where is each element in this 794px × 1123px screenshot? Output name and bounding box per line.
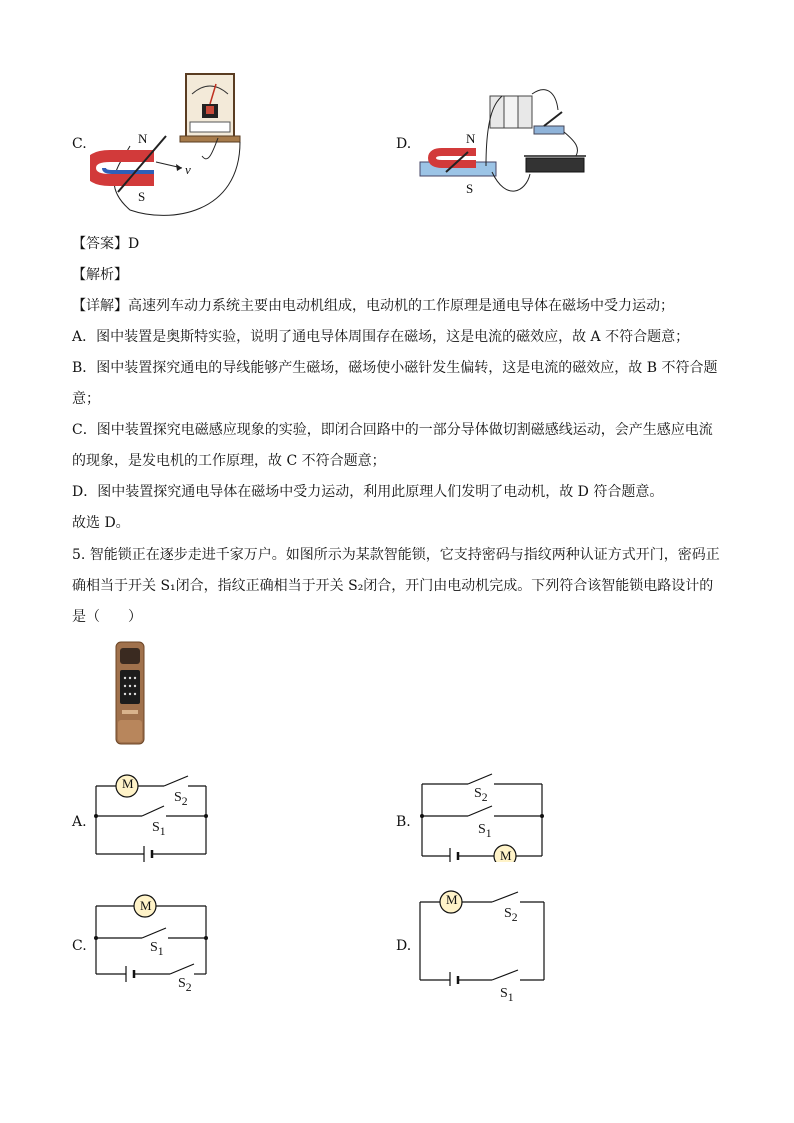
motor-label: M xyxy=(500,848,512,863)
question-stem-line: 5. 智能锁正在逐步走进千家万户。如图所示为某款智能锁，它支持密码与指纹两种认证方式开门，密码正 xyxy=(72,547,720,563)
figure-c-induction xyxy=(90,64,250,224)
circuit-a xyxy=(90,770,214,862)
circuit-b xyxy=(418,770,548,862)
switch-s2-label: $S_2$ xyxy=(178,976,192,994)
detail-line: B．图中装置探究通电的导线能够产生磁场，磁场使小磁针发生偏转，这是电流的磁效应，故 B 不符合题 xyxy=(72,360,718,376)
detail-line: D．图中装置探究通电导体在磁场中受力运动，利用此原理人们发明了电动机，故 D 符合题意。 xyxy=(72,484,664,500)
switch-s1-label: $S_1$ xyxy=(500,986,514,1004)
option-b-label: B. xyxy=(396,814,411,830)
circuit-c xyxy=(90,892,214,984)
switch-s1-label: $S_1$ xyxy=(150,940,164,958)
detail-line: 的现象，是发电机的工作原理，故 C 不符合题意； xyxy=(72,453,386,469)
question-stem-line: 确相当于开关 S₁闭合，指纹正确相当于开关 S₂闭合，开门由电动机完成。下列符合该智能锁电路设计的 xyxy=(72,578,714,594)
option-c-label: C. xyxy=(72,136,87,152)
pole-s-label-d: S xyxy=(466,181,474,196)
detail-line: C．图中装置探究电磁感应现象的实验，即闭合回路中的一部分导体做切割磁感线运动，会产生感应电流 xyxy=(72,422,713,438)
figure-d-motor-principle xyxy=(416,82,596,202)
option-d-label: D. xyxy=(396,136,412,152)
question-stem-line: 是（ ） xyxy=(72,609,142,625)
switch-s2-label: $S_2$ xyxy=(474,786,488,804)
galvanometer-icon xyxy=(180,74,240,142)
detail-line: 故选 D。 xyxy=(72,515,130,531)
detail-line: A．图中装置是奥斯特实验，说明了通电导体周围存在磁场，这是电流的磁效应，故 A 不符合题意； xyxy=(72,329,690,345)
option-a-label: A. xyxy=(72,814,87,830)
pole-n-label-d: N xyxy=(466,131,476,146)
detail-line: 【详解】高速列车动力系统主要由电动机组成，电动机的工作原理是通电导体在磁场中受力运动； xyxy=(72,298,674,314)
pole-n-label: N xyxy=(138,131,148,146)
velocity-label: v xyxy=(185,162,191,177)
battery-icon xyxy=(490,96,532,128)
switch-s1-label: $S_1$ xyxy=(152,820,166,838)
analysis-heading: 【解析】 xyxy=(72,267,128,283)
motor-label: M xyxy=(122,776,134,791)
switch-s2-label: $S_2$ xyxy=(174,790,188,808)
circuit-d xyxy=(416,886,548,986)
pole-s-label: S xyxy=(138,189,146,204)
motor-label: M xyxy=(446,892,458,907)
switch-s2-label: $S_2$ xyxy=(504,906,518,924)
motor-label: M xyxy=(140,898,152,913)
option-d-circuit-label: D. xyxy=(396,938,412,954)
answer-line: 【答案】D xyxy=(72,236,140,252)
switch-s1-label: $S_1$ xyxy=(478,822,492,840)
detail-line: 意； xyxy=(72,391,100,407)
option-c-circuit-label: C. xyxy=(72,938,87,954)
smart-lock-image xyxy=(112,640,148,746)
